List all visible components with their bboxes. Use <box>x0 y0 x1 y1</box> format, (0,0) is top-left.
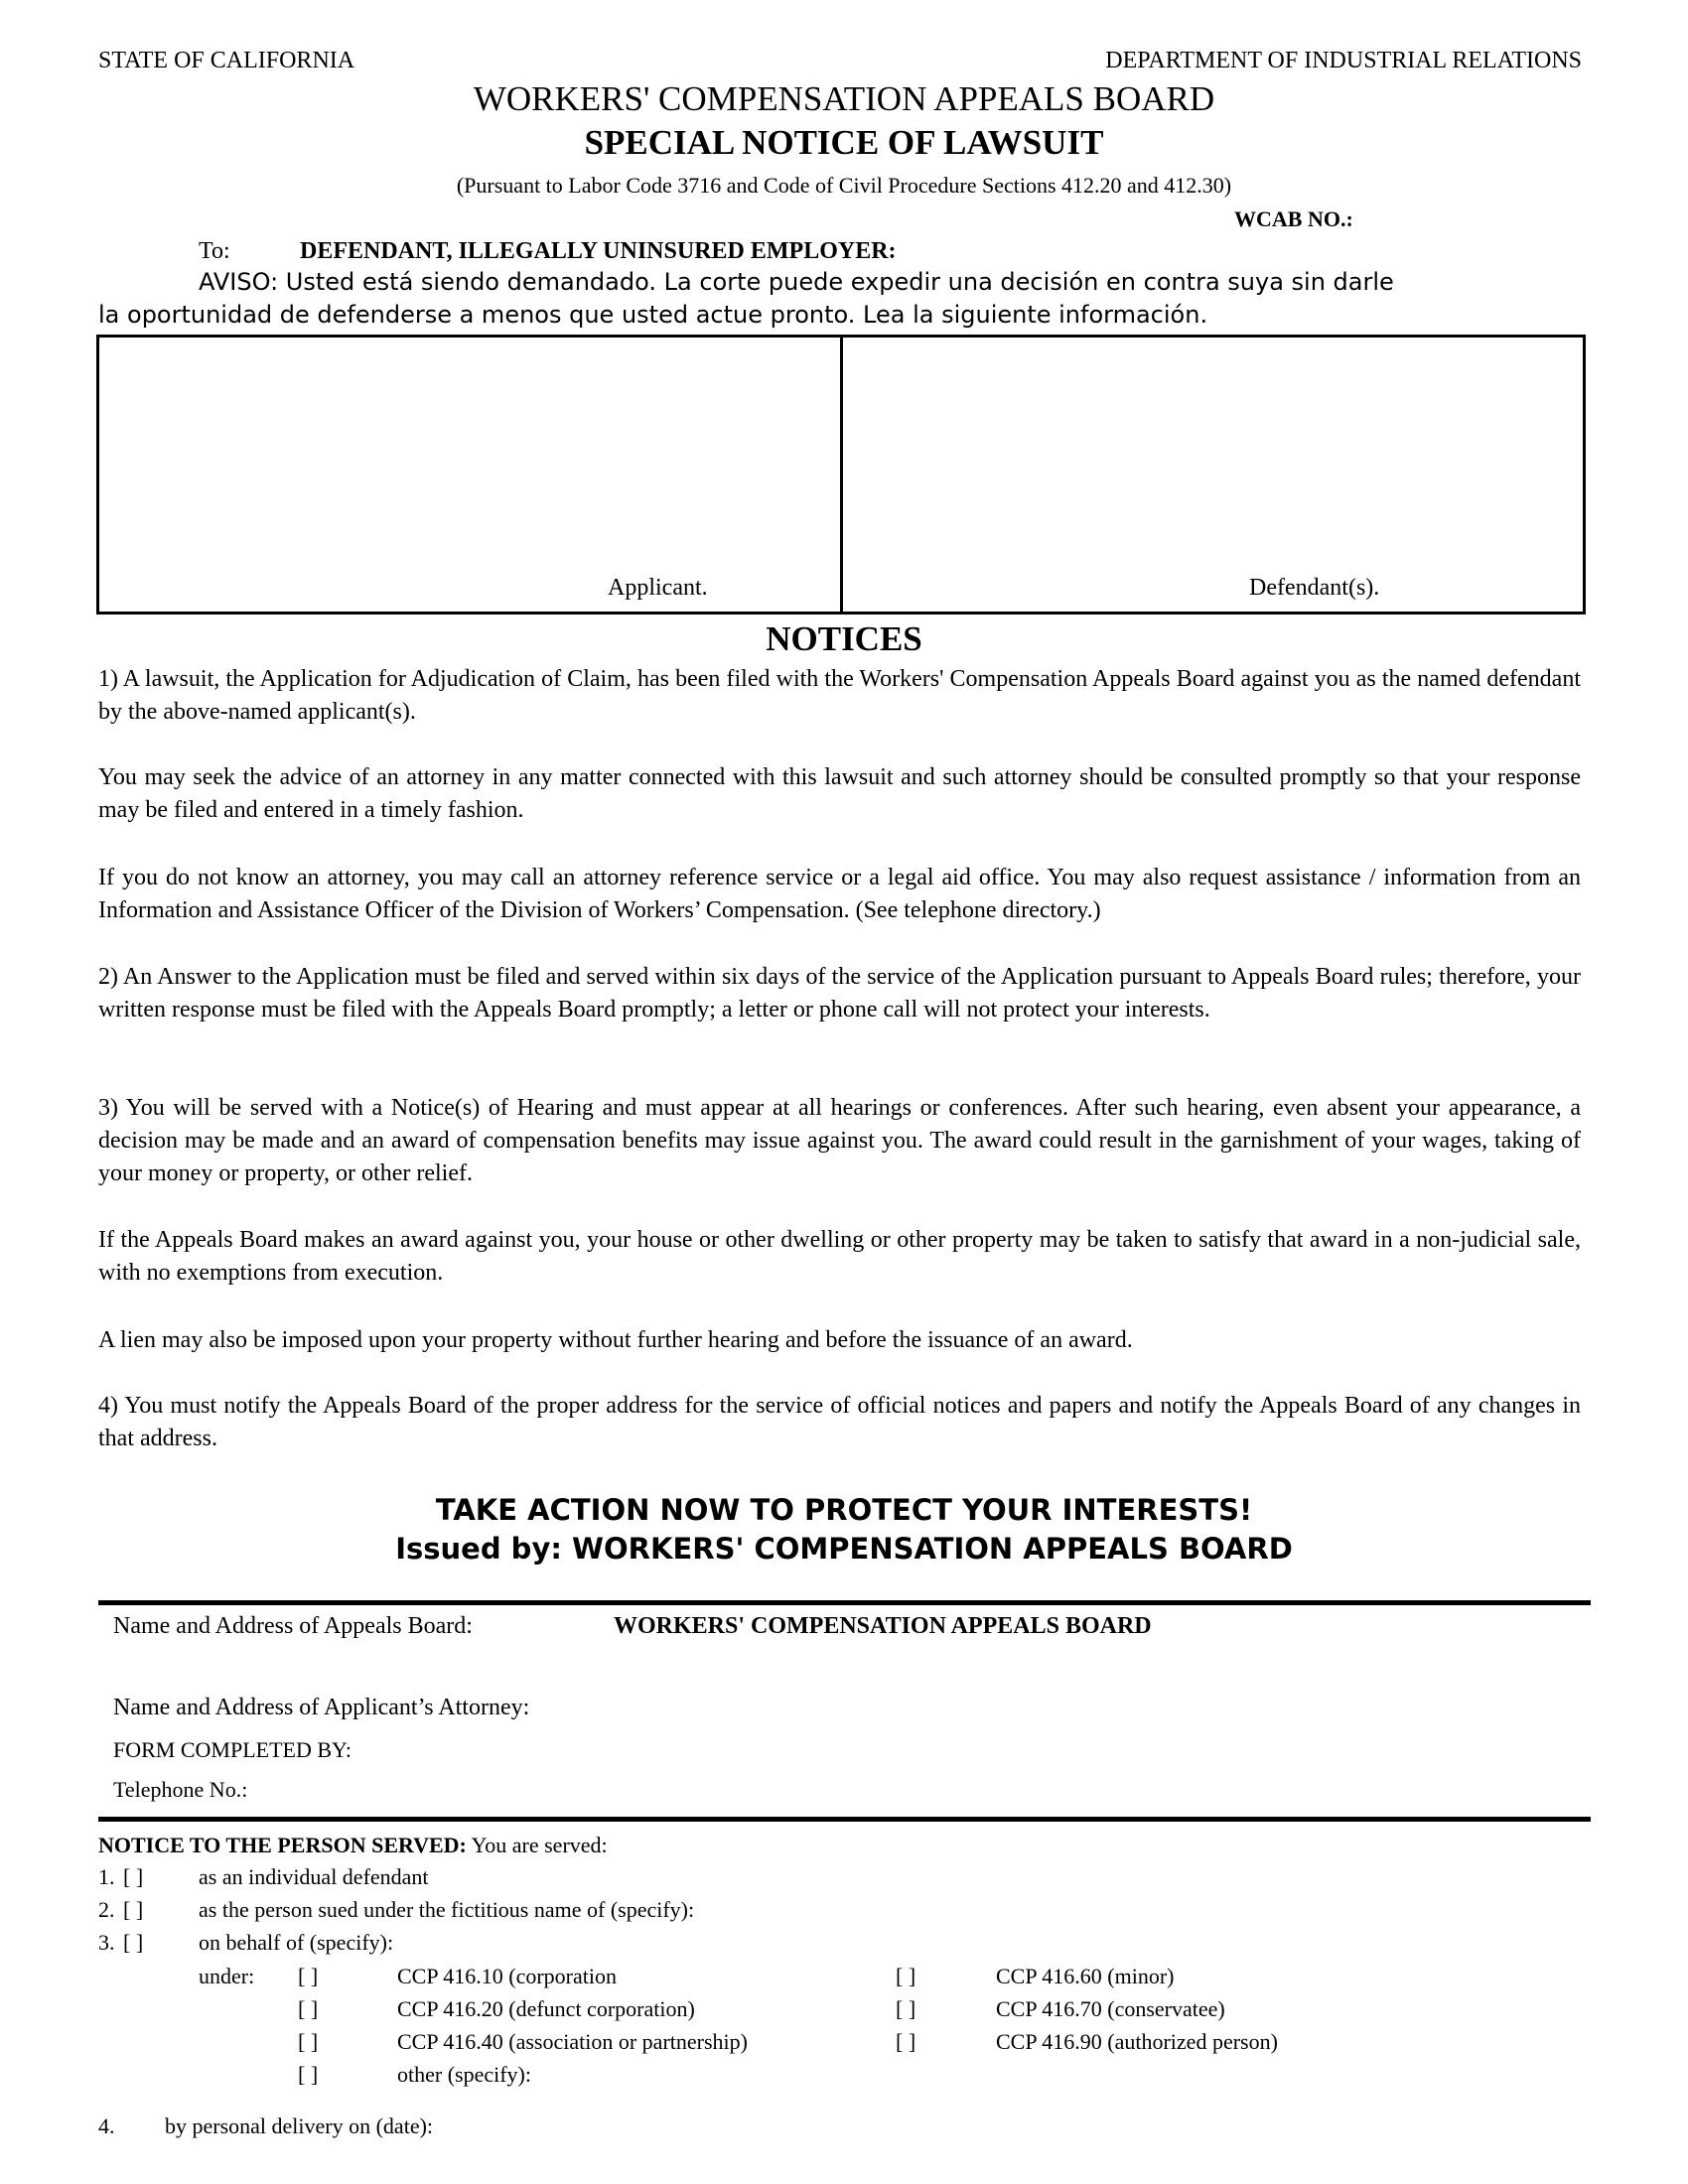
appeals-board-value: WORKERS' COMPENSATION APPEALS BOARD <box>614 1613 1152 1639</box>
served-item-1-text: as an individual defendant <box>199 1864 429 1889</box>
ccp-41670-label: CCP 416.70 (conservatee) <box>996 1996 1225 2021</box>
notice-paragraph-8: 4) You must notify the Appeals Board of the proper address for the service of official notices and papers and notify the Appeals Board of any changes in that address. <box>98 1393 1581 1451</box>
ccp-41610-label: CCP 416.10 (corporation <box>397 1964 617 1988</box>
ccp-41660-label: CCP 416.60 (minor) <box>996 1964 1175 1988</box>
defendant-heading: DEFENDANT, ILLEGALLY UNINSURED EMPLOYER: <box>300 238 897 264</box>
ccp-41610-checkbox[interactable]: [ ] <box>298 1964 319 1988</box>
notices-heading: NOTICES <box>766 619 922 658</box>
served-item-4-number: 4. <box>98 2114 115 2138</box>
ccp-41640-label: CCP 416.40 (association or partnership) <box>397 2029 748 2054</box>
ccp-41620-label: CCP 416.20 (defunct corporation) <box>397 1996 695 2021</box>
served-item-3-number: 3. <box>98 1930 115 1955</box>
telephone-label: Telephone No.: <box>113 1777 248 1802</box>
served-item-1-checkbox[interactable]: [ ] <box>123 1864 144 1889</box>
top-divider <box>98 1600 1591 1605</box>
other-specify-label: other (specify): <box>397 2062 531 2087</box>
served-item-2-text: as the person sued under the fictitious name of (specify): <box>199 1897 695 1922</box>
notice-paragraph-2: You may seek the advice of an attorney in any matter connected with this lawsuit and such attorney should be consulted promptly so that your response may be filed and entered in a timely fashion. <box>98 764 1581 823</box>
department-label: DEPARTMENT OF INDUSTRIAL RELATIONS <box>1105 48 1582 73</box>
under-label: under: <box>199 1964 255 1988</box>
notice-paragraph-7: A lien may also be imposed upon your property without further hearing and before the issuance of an award. <box>98 1327 1133 1353</box>
aviso-line-1: AVISO: Usted está siendo demandado. La corte puede expedir una decisión en contra suya sin darle <box>199 268 1394 296</box>
issued-by-line: Issued by: WORKERS' COMPENSATION APPEALS BOARD <box>395 1532 1293 1566</box>
form-title: SPECIAL NOTICE OF LAWSUIT <box>584 123 1104 162</box>
state-label: STATE OF CALIFORNIA <box>98 48 355 73</box>
notice-paragraph-4: 2) An Answer to the Application must be filed and served within six days of the service of the Application pursuant to Appeals Board rules; therefore, your written response must be filed with the Appeals Board promptly; a letter or phone call will not protect your interests. <box>98 964 1581 1023</box>
served-item-2-number: 2. <box>98 1897 115 1922</box>
served-item-3-checkbox[interactable]: [ ] <box>123 1930 144 1955</box>
to-label: To: <box>199 238 230 264</box>
ccp-41690-checkbox[interactable]: [ ] <box>896 2029 916 2054</box>
board-title: WORKERS' COMPENSATION APPEALS BOARD <box>473 79 1215 118</box>
pursuant-note: (Pursuant to Labor Code 3716 and Code of Civil Procedure Sections 412.20 and 412.30) <box>456 173 1232 198</box>
ccp-41640-checkbox[interactable]: [ ] <box>298 2029 319 2054</box>
notice-paragraph-3: If you do not know an attorney, you may call an attorney reference service or a legal aid office. You may also request assistance / information from an Information and Assistance Officer of the Division of Workers’ Compensation. (See telephone directory.) <box>98 865 1581 923</box>
served-heading-bold: NOTICE TO THE PERSON SERVED: <box>98 1833 467 1857</box>
ccp-41670-checkbox[interactable]: [ ] <box>896 1996 916 2021</box>
served-item-1-number: 1. <box>98 1864 115 1889</box>
applicant-box[interactable] <box>96 335 843 614</box>
attorney-label: Name and Address of Applicant’s Attorney: <box>113 1695 530 1720</box>
notice-paragraph-6: If the Appeals Board makes an award against you, your house or other dwelling or other property may be taken to satisfy that award in a non-judicial sale, with no exemptions from execution. <box>98 1227 1581 1286</box>
notice-paragraph-5: 3) You will be served with a Notice(s) of Hearing and must appear at all hearings or conferences. After such hearing, even absent your appearance, a decision may be made and an award of compensation benefits may issue against you. The award could result in the garnishment of your wages, taking of your money or property, or other relief. <box>98 1095 1581 1186</box>
bottom-divider <box>98 1817 1591 1822</box>
wcab-number-label: WCAB NO.: <box>1234 206 1353 231</box>
served-item-3-text: on behalf of (specify): <box>199 1930 394 1955</box>
appeals-board-label: Name and Address of Appeals Board: <box>113 1613 473 1639</box>
served-item-4-text: by personal delivery on (date): <box>165 2114 434 2138</box>
applicant-label: Applicant. <box>608 575 708 601</box>
ccp-41620-checkbox[interactable]: [ ] <box>298 1996 319 2021</box>
served-heading <box>98 1833 608 1858</box>
take-action-heading: TAKE ACTION NOW TO PROTECT YOUR INTERESTS! <box>435 1493 1253 1527</box>
notice-paragraph-1: 1) A lawsuit, the Application for Adjudication of Claim, has been filed with the Workers' Compensation Appeals Board against you as the named defendant by the above-named applicant(s). <box>98 666 1581 725</box>
aviso-line-2: la oportunidad de defenderse a menos que usted actue pronto. Lea la siguiente información. <box>98 301 1208 329</box>
ccp-41660-checkbox[interactable]: [ ] <box>896 1964 916 1988</box>
served-heading-rest: You are served: <box>466 1833 608 1857</box>
defendant-label: Defendant(s). <box>1249 575 1380 601</box>
form-completed-by-label: FORM COMPLETED BY: <box>113 1737 352 1762</box>
other-checkbox[interactable]: [ ] <box>298 2062 319 2087</box>
defendant-box[interactable] <box>840 335 1586 614</box>
served-item-2-checkbox[interactable]: [ ] <box>123 1897 144 1922</box>
ccp-41690-label: CCP 416.90 (authorized person) <box>996 2029 1278 2054</box>
